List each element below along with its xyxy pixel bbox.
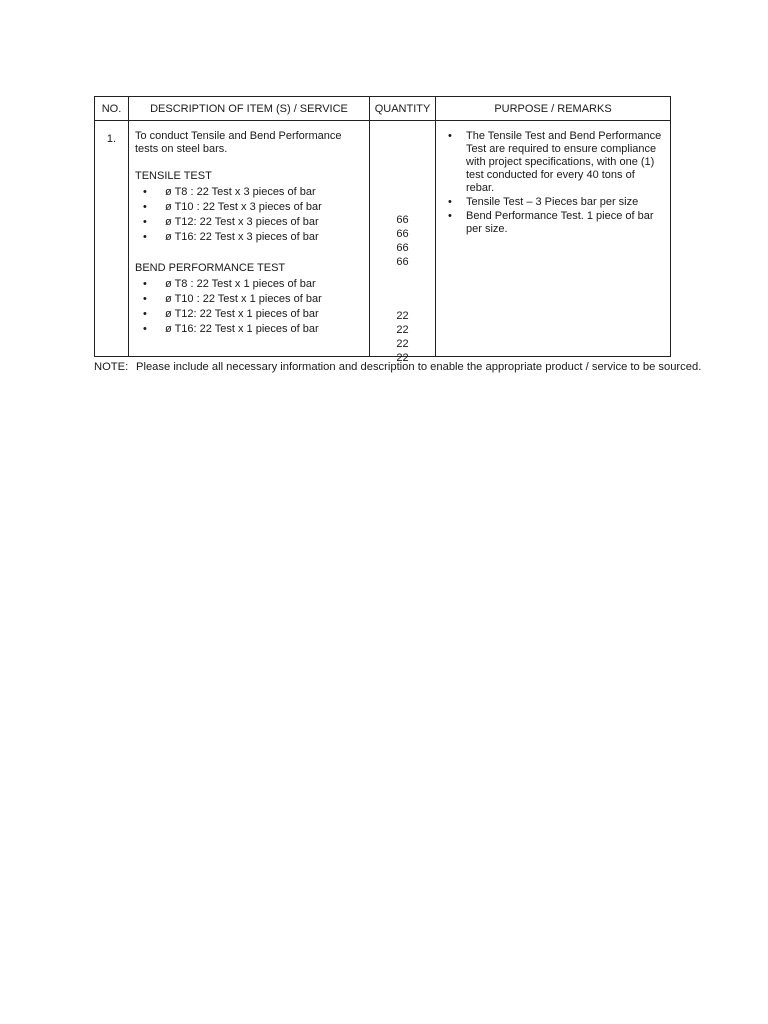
list-item: • ø T16: 22 Test x 1 pieces of bar <box>143 322 365 337</box>
quantity-value: 66 <box>396 214 409 226</box>
table-row <box>95 121 671 357</box>
quantity-value: 66 <box>396 242 409 254</box>
bend-test-title: BEND PERFORMANCE TEST <box>135 262 286 274</box>
header-no: NO. <box>95 97 129 121</box>
header-quantity: QUANTITY <box>370 97 436 121</box>
list-item: • ø T12: 22 Test x 3 pieces of bar <box>143 215 365 230</box>
quantity-cell <box>370 121 436 364</box>
list-item: • ø T10 : 22 Test x 1 pieces of bar <box>143 292 365 307</box>
footnote <box>94 361 702 373</box>
remarks-cell <box>436 121 671 357</box>
remarks-list <box>448 130 664 236</box>
description-intro: To conduct Tensile and Bend Performance tests on steel bars. <box>135 130 342 155</box>
row-number: 1. <box>95 121 129 357</box>
list-item: • ø T8 : 22 Test x 1 pieces of bar <box>143 277 365 292</box>
remark-item: • Bend Performance Test. 1 piece of bar per size. <box>448 210 664 236</box>
bend-test-list <box>135 277 365 337</box>
note-text: Please include all necessary information and description to enable the appropriate product / service to be sourced. <box>136 361 702 373</box>
list-item: • ø T12: 22 Test x 1 pieces of bar <box>143 307 365 322</box>
list-item: • ø T8 : 22 Test x 3 pieces of bar <box>143 185 365 200</box>
quantity-value: 22 <box>396 338 409 350</box>
remark-item: • The Tensile Test and Bend Performance Test are required to ensure compliance with project specifications, with one (1) test conducted for every 40 tons of rebar. <box>448 130 664 195</box>
note-label: NOTE: <box>94 361 129 373</box>
service-table <box>94 96 671 364</box>
table-header-row <box>95 97 671 121</box>
tensile-test-list <box>135 185 365 245</box>
header-description: DESCRIPTION OF ITEM (S) / SERVICE <box>129 97 370 121</box>
bend-quantities <box>370 309 435 365</box>
quantity-value: 66 <box>396 228 409 240</box>
quantity-value: 22 <box>396 352 409 364</box>
list-item: • ø T16: 22 Test x 3 pieces of bar <box>143 230 365 245</box>
quantity-value: 22 <box>396 310 409 322</box>
tensile-quantities <box>370 213 435 269</box>
remark-item: • Tensile Test – 3 Pieces bar per size <box>448 196 664 209</box>
quantity-value: 66 <box>396 256 409 268</box>
description-cell <box>129 121 370 357</box>
list-item: • ø T10 : 22 Test x 3 pieces of bar <box>143 200 365 215</box>
tensile-test-title: TENSILE TEST <box>135 170 212 182</box>
quantity-value: 22 <box>396 324 409 336</box>
header-remarks: PURPOSE / REMARKS <box>436 97 671 121</box>
